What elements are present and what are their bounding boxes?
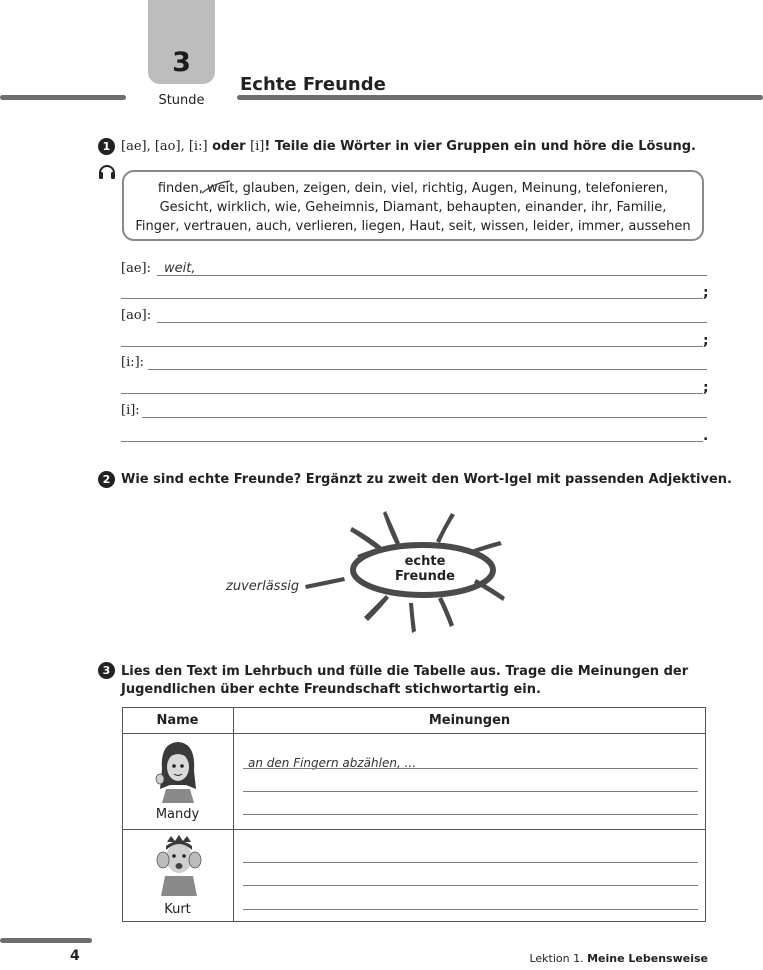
hedgehog-spike <box>350 527 382 551</box>
table-column-divider <box>233 707 234 922</box>
answer-line[interactable] <box>157 322 707 323</box>
avatar-kurt-icon <box>153 834 205 898</box>
task3-instruction <box>121 663 707 699</box>
footer-rule <box>0 938 92 943</box>
answer-ae: weit, <box>164 261 196 276</box>
answer-line[interactable] <box>121 393 703 394</box>
word-list-line-2: Gesicht, wirklich, wie, Geheimnis, Diamant, behaupten, einander, ihr, Familie, <box>159 200 667 215</box>
row-end-ae: ; <box>703 285 709 301</box>
row-end-ao: ; <box>703 333 709 349</box>
table-row-divider <box>122 829 706 830</box>
header-rule-right <box>237 95 763 100</box>
task2-instruction: Wie sind echte Freunde? Ergänzt zu zweit den Wort-Igel mit passenden Adjektiven. <box>121 472 732 487</box>
opinion-line[interactable] <box>243 768 698 769</box>
table-row-divider <box>122 733 706 734</box>
opinion-line[interactable] <box>243 885 698 886</box>
text-oder: oder <box>212 139 246 154</box>
column-header-opinions: Meinungen <box>428 713 511 728</box>
answer-line[interactable] <box>142 417 707 418</box>
sound-i: [i] <box>250 139 265 154</box>
opinion-line[interactable] <box>243 791 698 792</box>
footer-lesson-prefix: Lektion 1. <box>529 952 584 965</box>
task-number-2: 2 <box>98 471 115 488</box>
hedgehog-spike <box>438 597 454 627</box>
footer-lesson <box>520 952 708 965</box>
row-end-ii: ; <box>703 380 709 396</box>
sound-ao: [ao] <box>154 139 181 154</box>
sound-ii: [i:] <box>188 139 208 154</box>
hedgehog-spike <box>409 603 416 633</box>
hedgehog-spike <box>305 577 345 589</box>
name-mandy: Mandy <box>155 807 200 822</box>
sound-ae: [ae] <box>121 139 147 154</box>
task3-instruction-line-2: Jugendlichen über echte Freundschaft stichwortartig ein. <box>121 682 541 697</box>
name-kurt: Kurt <box>164 902 191 917</box>
opinion-mandy: an den Fingern abzählen, ... <box>248 756 417 770</box>
opinion-line[interactable] <box>243 909 698 910</box>
answer-line[interactable] <box>121 441 703 442</box>
task-number-3: 3 <box>98 662 115 679</box>
lesson-label: Stunde <box>158 93 205 108</box>
opinion-line[interactable] <box>243 814 698 815</box>
hedgehog-example-word: zuverlässig <box>226 579 300 594</box>
hedgehog-center-label <box>385 554 465 584</box>
word-list-line-1: finden, weit, glauben, zeigen, dein, viel, richtig, Augen, Meinung, telefonieren, <box>157 181 669 196</box>
page-title: Echte Freunde <box>240 74 386 95</box>
task1-instruction: [ae], [ao], [i:] oder [i]! Teile die Wörter in vier Gruppen ein und höre die Lösung. <box>121 139 696 154</box>
hedgehog-spike <box>383 511 400 545</box>
headphones-icon[interactable] <box>97 162 117 180</box>
task-number-1: 1 <box>98 138 115 155</box>
hedgehog-center-line-1: echte <box>404 554 446 569</box>
avatar-mandy-icon <box>152 739 204 803</box>
footer-lesson-title: Meine Lebensweise <box>587 952 708 965</box>
lesson-number: 3 <box>172 47 191 78</box>
answer-line[interactable] <box>121 298 703 299</box>
row-label-i: [i]: <box>121 403 140 418</box>
row-label-ae: [ae]: <box>121 261 151 276</box>
page-number: 4 <box>70 948 80 964</box>
task1-instruction-text: ! Teile die Wörter in vier Gruppen ein und höre die Lösung. <box>264 139 696 154</box>
word-list-line-3: Finger, vertrauen, auch, verlieren, liegen, Haut, seit, wissen, leider, immer, aussehen <box>135 219 691 234</box>
opinion-line[interactable] <box>243 862 698 863</box>
answer-line[interactable] <box>157 275 707 276</box>
hedgehog-center-line-2: Freunde <box>395 569 455 584</box>
header-rule-left <box>0 95 126 100</box>
row-label-ao: [ao]: <box>121 308 152 323</box>
row-end-i: . <box>703 428 709 444</box>
answer-line[interactable] <box>121 346 703 347</box>
crossed-word-mark <box>200 179 234 197</box>
row-label-ii: [i:]: <box>121 355 145 370</box>
column-header-name: Name <box>156 713 199 728</box>
hedgehog-spike <box>364 595 389 621</box>
hedgehog-spike <box>436 513 455 543</box>
answer-line[interactable] <box>148 369 707 370</box>
task3-instruction-line-1: Lies den Text im Lehrbuch und fülle die Tabelle aus. Trage die Meinungen der <box>121 664 689 679</box>
